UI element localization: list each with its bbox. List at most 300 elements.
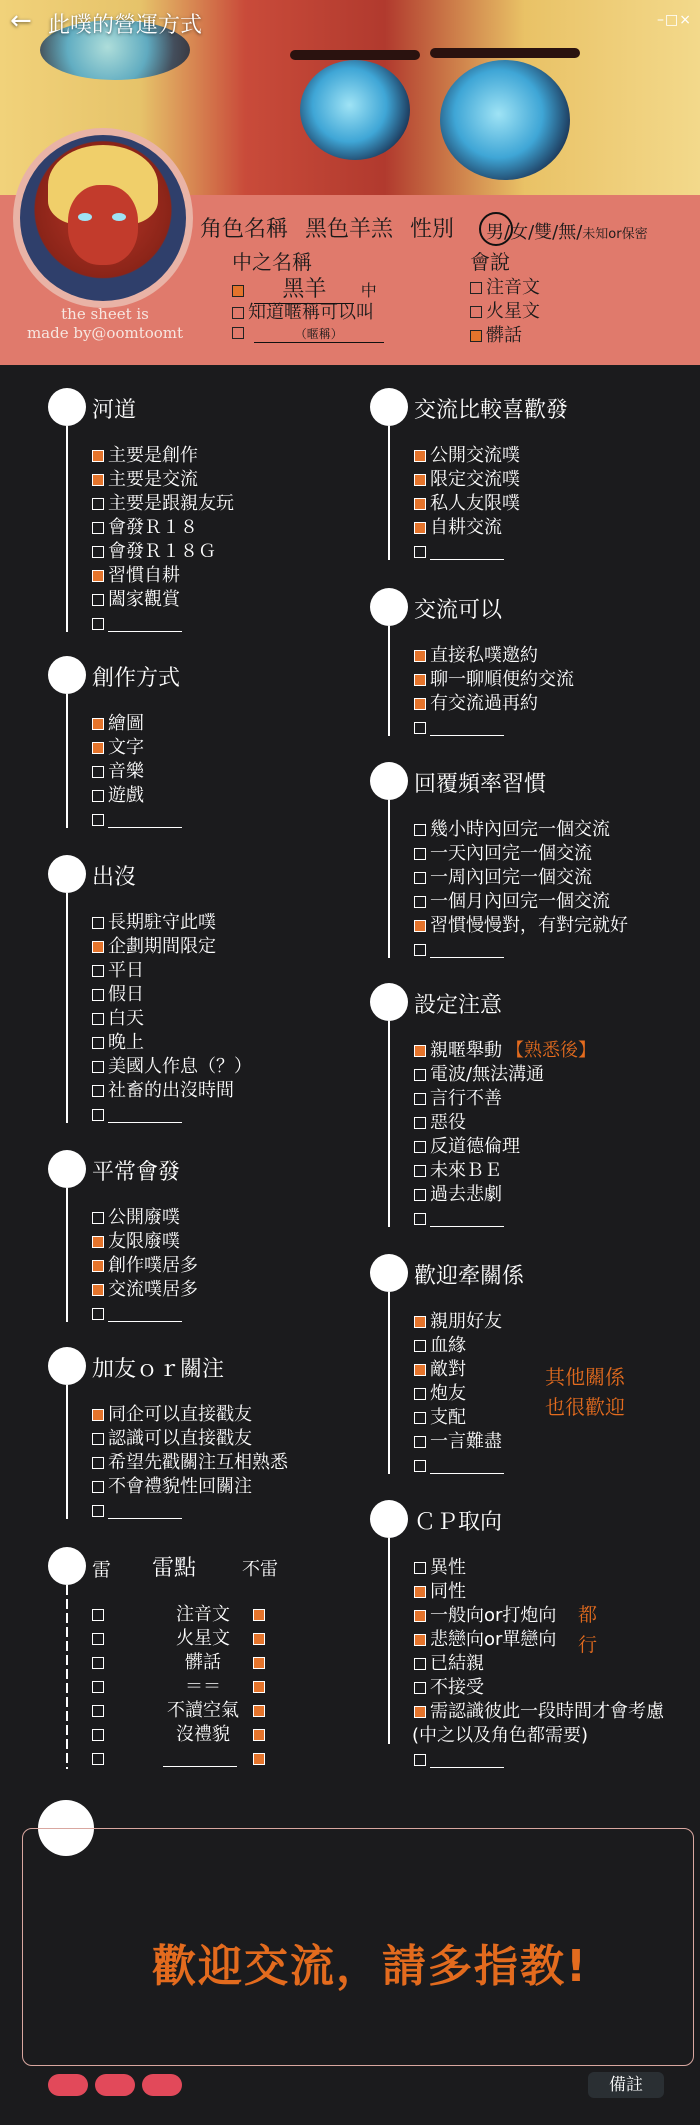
list-item [414, 1604, 556, 1628]
list-item [414, 1159, 502, 1183]
list-item [414, 1430, 502, 1454]
checkbox[interactable] [92, 917, 104, 929]
item-label: 不會禮貌性回關注 [108, 1476, 252, 1497]
checkbox[interactable] [92, 1409, 104, 1421]
list-item [92, 1475, 252, 1499]
list-item [414, 1382, 466, 1406]
checkbox[interactable] [92, 1753, 104, 1765]
checkbox[interactable] [414, 1045, 426, 1057]
list-item [92, 1451, 288, 1475]
section-line [388, 626, 390, 736]
item-label: 一周內回完一個交流 [430, 867, 592, 888]
blank-line[interactable] [108, 1108, 182, 1123]
list-item [414, 1676, 484, 1700]
trigger-left-check [92, 1651, 108, 1675]
nick-opt2-row [232, 298, 374, 324]
checkbox[interactable] [414, 474, 426, 486]
item-label: 電波/無法溝通 [430, 1064, 545, 1085]
section-title: 交流比較喜歡發 [414, 398, 569, 423]
blank-line[interactable] [108, 1504, 182, 1519]
blank-item [414, 1454, 504, 1478]
item-label: 一個月內回完一個交流 [430, 891, 610, 912]
checkbox[interactable] [414, 1610, 426, 1622]
section-title: 交流可以 [414, 598, 503, 623]
speak-label: 會說 [470, 250, 510, 274]
section-title: 平常會發 [92, 1160, 181, 1185]
list-item [414, 692, 538, 716]
name-label: 角色名稱 [200, 217, 289, 242]
item-label: 未來ＢＥ [430, 1160, 502, 1181]
checkbox[interactable] [253, 1657, 265, 1669]
lid-art [290, 50, 420, 60]
section-title: 河道 [92, 398, 137, 423]
list-item [92, 784, 144, 808]
nick-opt2: 知道暱稱可以叫 [248, 302, 374, 323]
trigger-label: 火星文 [176, 1628, 230, 1649]
nick-value[interactable]: 黑羊 [254, 272, 354, 304]
checkbox[interactable] [92, 1457, 104, 1469]
section-dot [48, 1150, 86, 1188]
list-item [414, 1652, 484, 1676]
blank-item [92, 1103, 182, 1127]
section-line [388, 800, 390, 958]
list-item [92, 1007, 144, 1031]
trigger-right-check [253, 1699, 269, 1723]
item-label: 支配 [430, 1407, 466, 1428]
gender-label: 性別 [410, 217, 455, 242]
checkbox[interactable] [414, 1093, 426, 1105]
gender-options-row [486, 218, 648, 244]
checkbox[interactable] [414, 650, 426, 662]
checkbox[interactable] [253, 1609, 265, 1621]
list-item [92, 564, 180, 588]
checkbox[interactable] [92, 989, 104, 1001]
section-title: 回覆頻率習慣 [414, 772, 547, 797]
checkbox[interactable] [232, 327, 244, 339]
checkbox[interactable] [92, 1212, 104, 1224]
checkbox[interactable] [414, 1117, 426, 1129]
item-label: 繪圖 [108, 713, 144, 734]
checkbox[interactable] [414, 824, 426, 836]
item-label: 習慣自耕 [108, 565, 180, 586]
checkbox[interactable] [253, 1705, 265, 1717]
list-item [92, 588, 180, 612]
checkbox[interactable] [414, 1682, 426, 1694]
list-item [414, 1087, 502, 1111]
section-dot [48, 855, 86, 893]
item-label: 白天 [108, 1008, 144, 1029]
list-item [92, 736, 144, 760]
checkbox[interactable] [414, 698, 426, 710]
checkbox[interactable] [414, 1586, 426, 1598]
trigger-label: 髒話 [185, 1652, 221, 1673]
checkbox[interactable] [92, 742, 104, 754]
item-label: 炮友 [430, 1383, 466, 1404]
nick-label: 中之名稱 [232, 250, 312, 274]
trigger-right-check [253, 1747, 269, 1771]
list-item [414, 492, 520, 516]
checkbox[interactable] [414, 1189, 426, 1201]
back-arrow-icon[interactable]: ← [10, 6, 32, 36]
list-item [92, 1206, 180, 1230]
trigger-blank [163, 1747, 237, 1771]
blank-line[interactable] [163, 1752, 237, 1767]
checkbox[interactable] [414, 872, 426, 884]
checkbox[interactable] [414, 522, 426, 534]
checkbox[interactable] [92, 474, 104, 486]
checkbox[interactable] [92, 1433, 104, 1445]
checkbox[interactable] [414, 848, 426, 860]
item-label: 需認識彼此一段時間才會考慮 [430, 1701, 664, 1722]
checkbox[interactable] [92, 522, 104, 534]
section-dot [370, 762, 408, 800]
checkbox[interactable] [92, 594, 104, 606]
section-title: 雷 [92, 1559, 112, 1581]
blank-item [414, 716, 504, 740]
section-line [388, 426, 390, 560]
checkbox[interactable] [92, 766, 104, 778]
checkbox[interactable] [414, 1460, 426, 1472]
item-label: 血緣 [430, 1335, 466, 1356]
checkbox[interactable] [414, 1706, 426, 1718]
item-label: 長期駐守此噗 [108, 912, 216, 933]
checkbox[interactable] [92, 1260, 104, 1272]
blank-line[interactable] [430, 943, 504, 958]
trigger-left-check [92, 1747, 108, 1771]
item-label: 敵對 [430, 1359, 466, 1380]
checkbox[interactable] [92, 718, 104, 730]
item-label: 主要是交流 [108, 469, 198, 490]
item-label: 幾小時內回完一個交流 [430, 819, 610, 840]
trigger-right-check [253, 1627, 269, 1651]
blank-line[interactable] [430, 1459, 504, 1474]
list-item [414, 1111, 466, 1135]
item-label: 聊一聊順便約交流 [430, 669, 574, 690]
checkbox[interactable] [414, 1340, 426, 1352]
checkbox[interactable] [92, 1705, 104, 1717]
checkbox[interactable] [253, 1681, 265, 1693]
speak-option-label: 注音文 [486, 277, 540, 298]
checkbox[interactable] [414, 1165, 426, 1177]
item-label: 會發Ｒ１８Ｇ [108, 541, 216, 562]
checkbox[interactable] [414, 674, 426, 686]
blank-line[interactable] [430, 721, 504, 736]
list-item [414, 1334, 466, 1358]
checkbox[interactable] [92, 450, 104, 462]
trigger-left-check [92, 1627, 108, 1651]
checkbox[interactable] [470, 306, 482, 318]
section-dot [48, 388, 86, 426]
checkbox[interactable] [92, 618, 104, 630]
item-label: 有交流過再約 [430, 693, 538, 714]
section-title: 設定注意 [414, 993, 503, 1018]
trigger-right-check [253, 1723, 269, 1747]
checkbox[interactable] [92, 1061, 104, 1073]
section-title: 出沒 [92, 865, 137, 890]
profile-name-row [200, 212, 454, 243]
item-label: 不接受 [430, 1677, 484, 1698]
trigger-right-check [253, 1651, 269, 1675]
list-item [92, 712, 144, 736]
list-item [414, 890, 610, 914]
section-line [66, 893, 68, 1123]
checkbox[interactable] [92, 1109, 104, 1121]
section-line [66, 1585, 68, 1769]
checkbox[interactable] [414, 1436, 426, 1448]
checkbox[interactable] [414, 1316, 426, 1328]
list-item [92, 468, 198, 492]
checkbox[interactable] [414, 896, 426, 908]
list-item [92, 1427, 252, 1451]
checkbox[interactable] [92, 1236, 104, 1248]
checkbox[interactable] [414, 1364, 426, 1376]
section-dot [370, 1500, 408, 1538]
extra-text: (中之以及角色都需要) [412, 1725, 589, 1746]
item-label: 異性 [430, 1557, 466, 1578]
side-note: 也很歡迎 [545, 1395, 625, 1419]
list-item [92, 492, 234, 516]
item-label: 親朋好友 [430, 1311, 502, 1332]
item-label: 自耕交流 [430, 517, 502, 538]
checkbox[interactable] [414, 944, 426, 956]
section-title: 創作方式 [92, 666, 181, 691]
nick-suffix: 中 [360, 281, 377, 300]
gender-extra[interactable]: 未知or保密 [582, 227, 648, 242]
credit-line1: the sheet is [61, 305, 149, 323]
trigger-label: 沒禮貌 [176, 1724, 230, 1745]
item-label: 惡役 [430, 1112, 466, 1133]
nick-opt3-row [232, 322, 384, 343]
checkbox[interactable] [414, 1388, 426, 1400]
checkbox[interactable] [414, 1141, 426, 1153]
checkbox[interactable] [470, 282, 482, 294]
list-item [92, 983, 144, 1007]
section-title: ＣＰ取向 [414, 1510, 503, 1535]
speak-option [470, 273, 540, 299]
list-item [414, 818, 610, 842]
checkbox[interactable] [92, 1729, 104, 1741]
list-item [92, 516, 198, 540]
list-item [92, 1403, 252, 1427]
checkbox[interactable] [232, 307, 244, 319]
eye-left-art [300, 60, 410, 160]
eye-right-art [440, 60, 570, 180]
section-dot [370, 388, 408, 426]
item-note: 【熟悉後】 [506, 1040, 596, 1061]
list-item [414, 1063, 544, 1087]
item-label: 一天內回完一個交流 [430, 843, 592, 864]
checkbox[interactable] [92, 1609, 104, 1621]
section-line [66, 1385, 68, 1519]
list-item [414, 1183, 502, 1207]
list-item [414, 644, 538, 668]
list-item [414, 1358, 466, 1382]
section-dot [370, 588, 408, 626]
checkbox[interactable] [92, 570, 104, 582]
speak-option-label: 火星文 [486, 301, 540, 322]
list-item [92, 1031, 144, 1055]
section-dot [48, 1547, 86, 1585]
list-item [414, 1310, 502, 1334]
speak-option-label: 髒話 [486, 325, 522, 346]
item-label: 音樂 [108, 761, 144, 782]
section-title: 歡迎牽關係 [414, 1264, 525, 1289]
blank-line[interactable] [108, 617, 182, 632]
trigger-label: 不讀空氣 [167, 1700, 239, 1721]
trigger-right-title: 不雷 [242, 1559, 278, 1580]
list-item [92, 935, 216, 959]
gender-options[interactable]: 男/女/雙/無/ [486, 222, 583, 243]
blank-line[interactable] [108, 813, 182, 828]
list-item [414, 1700, 664, 1724]
blank-item [92, 1499, 182, 1523]
list-item [414, 1135, 520, 1159]
checkbox[interactable] [92, 1308, 104, 1320]
section-dot [370, 1254, 408, 1292]
blank-item [414, 1207, 504, 1231]
checkbox[interactable] [470, 330, 482, 342]
nick-opt3[interactable]: （暱稱） [254, 325, 384, 343]
trigger-left-check [92, 1675, 108, 1699]
list-item [92, 1254, 198, 1278]
lid-art [430, 48, 580, 58]
side-note: 行 [578, 1634, 598, 1656]
section-line [388, 1292, 390, 1474]
window-title: 此噗的營運方式 [48, 13, 203, 38]
checkbox[interactable] [414, 1069, 426, 1081]
checkbox[interactable] [414, 1213, 426, 1225]
checkbox[interactable] [92, 1284, 104, 1296]
item-label: 主要是創作 [108, 445, 198, 466]
checkbox[interactable] [414, 450, 426, 462]
item-label: 已結親 [430, 1653, 484, 1674]
checkbox[interactable] [92, 1037, 104, 1049]
checkbox[interactable] [92, 498, 104, 510]
note-button[interactable]: 備註 [588, 2072, 664, 2098]
checkbox[interactable] [414, 1412, 426, 1424]
checkbox[interactable] [92, 1085, 104, 1097]
side-note: 都 [578, 1604, 598, 1626]
blank-line[interactable] [108, 1307, 182, 1322]
checkbox[interactable] [232, 285, 244, 297]
item-label: 悲戀向or單戀向 [430, 1629, 557, 1650]
blank-item [92, 1302, 182, 1326]
checkbox[interactable] [92, 1657, 104, 1669]
blank-line[interactable] [430, 545, 504, 560]
checkbox[interactable] [92, 790, 104, 802]
credit-line2: made by@oomtoomt [26, 324, 184, 342]
checkbox[interactable] [92, 546, 104, 558]
item-label: 私人友限噗 [430, 493, 520, 514]
blank-line[interactable] [430, 1212, 504, 1227]
blank-line[interactable] [430, 1753, 504, 1768]
checkbox[interactable] [92, 1013, 104, 1025]
checkbox[interactable] [414, 498, 426, 510]
trigger-right-check [253, 1603, 269, 1627]
item-label: 主要是跟親友玩 [108, 493, 234, 514]
item-label: 希望先戳關注互相熟悉 [108, 1452, 288, 1473]
item-label: 文字 [108, 737, 144, 758]
blank-item [414, 938, 504, 962]
list-item [414, 668, 574, 692]
trigger-label: ＝＝ [185, 1676, 221, 1697]
item-label: 同性 [430, 1581, 466, 1602]
checkbox[interactable] [253, 1729, 265, 1741]
pill-button[interactable] [95, 2074, 135, 2096]
item-label: 平日 [108, 960, 144, 981]
list-item [414, 914, 628, 938]
speak-option [470, 297, 540, 323]
list-item [414, 1039, 596, 1063]
checkbox[interactable] [253, 1753, 265, 1765]
section-dot [48, 656, 86, 694]
checkbox[interactable] [253, 1633, 265, 1645]
trigger-mid-title: 雷點 [152, 1556, 197, 1581]
avatar [20, 135, 186, 301]
item-label: 一言難盡 [430, 1431, 502, 1452]
checkbox[interactable] [414, 1658, 426, 1670]
list-item [414, 444, 520, 468]
item-label: 限定交流噗 [430, 469, 520, 490]
speak-option [470, 321, 522, 347]
checkbox[interactable] [414, 1562, 426, 1574]
window-controls[interactable]: –□× [657, 12, 692, 28]
item-label: 言行不善 [430, 1088, 502, 1109]
checkbox[interactable] [92, 1681, 104, 1693]
checkbox[interactable] [92, 1633, 104, 1645]
item-label: 假日 [108, 984, 144, 1005]
section-line [388, 1538, 390, 1744]
side-note: 其他關係 [545, 1365, 625, 1389]
list-item [92, 1055, 252, 1079]
list-item [92, 540, 216, 564]
item-label: 晚上 [108, 1032, 144, 1053]
pill-button[interactable] [142, 2074, 182, 2096]
section-dot [48, 1347, 86, 1385]
item-label: 公開廢噗 [108, 1207, 180, 1228]
section-line [66, 1188, 68, 1322]
welcome-text: 歡迎交流，請多指教! [151, 1941, 589, 1992]
list-item [92, 1079, 234, 1103]
checkbox[interactable] [414, 920, 426, 932]
checkbox[interactable] [92, 1481, 104, 1493]
item-label: 直接私噗邀約 [430, 645, 538, 666]
list-item [414, 468, 520, 492]
list-item [92, 444, 198, 468]
section-line [388, 1021, 390, 1227]
blank-item [92, 612, 182, 636]
list-item [92, 1278, 198, 1302]
checkbox[interactable] [414, 546, 426, 558]
section-title: 加友ｏｒ關注 [92, 1357, 225, 1382]
checkbox[interactable] [414, 1634, 426, 1646]
checkbox[interactable] [414, 722, 426, 734]
checkbox[interactable] [92, 965, 104, 977]
item-label: 習慣慢慢對，有對完就好 [430, 915, 628, 936]
trigger-left-check [92, 1723, 108, 1747]
checkbox[interactable] [92, 1505, 104, 1517]
checkbox[interactable] [414, 1754, 426, 1766]
pill-button[interactable] [48, 2074, 88, 2096]
list-item [414, 1556, 466, 1580]
checkbox[interactable] [92, 941, 104, 953]
checkbox[interactable] [92, 814, 104, 826]
list-item [92, 760, 144, 784]
list-item [414, 1628, 556, 1652]
blank-item [414, 1748, 504, 1772]
item-label: 會發Ｒ１８ [108, 517, 198, 538]
list-item [92, 1230, 180, 1254]
